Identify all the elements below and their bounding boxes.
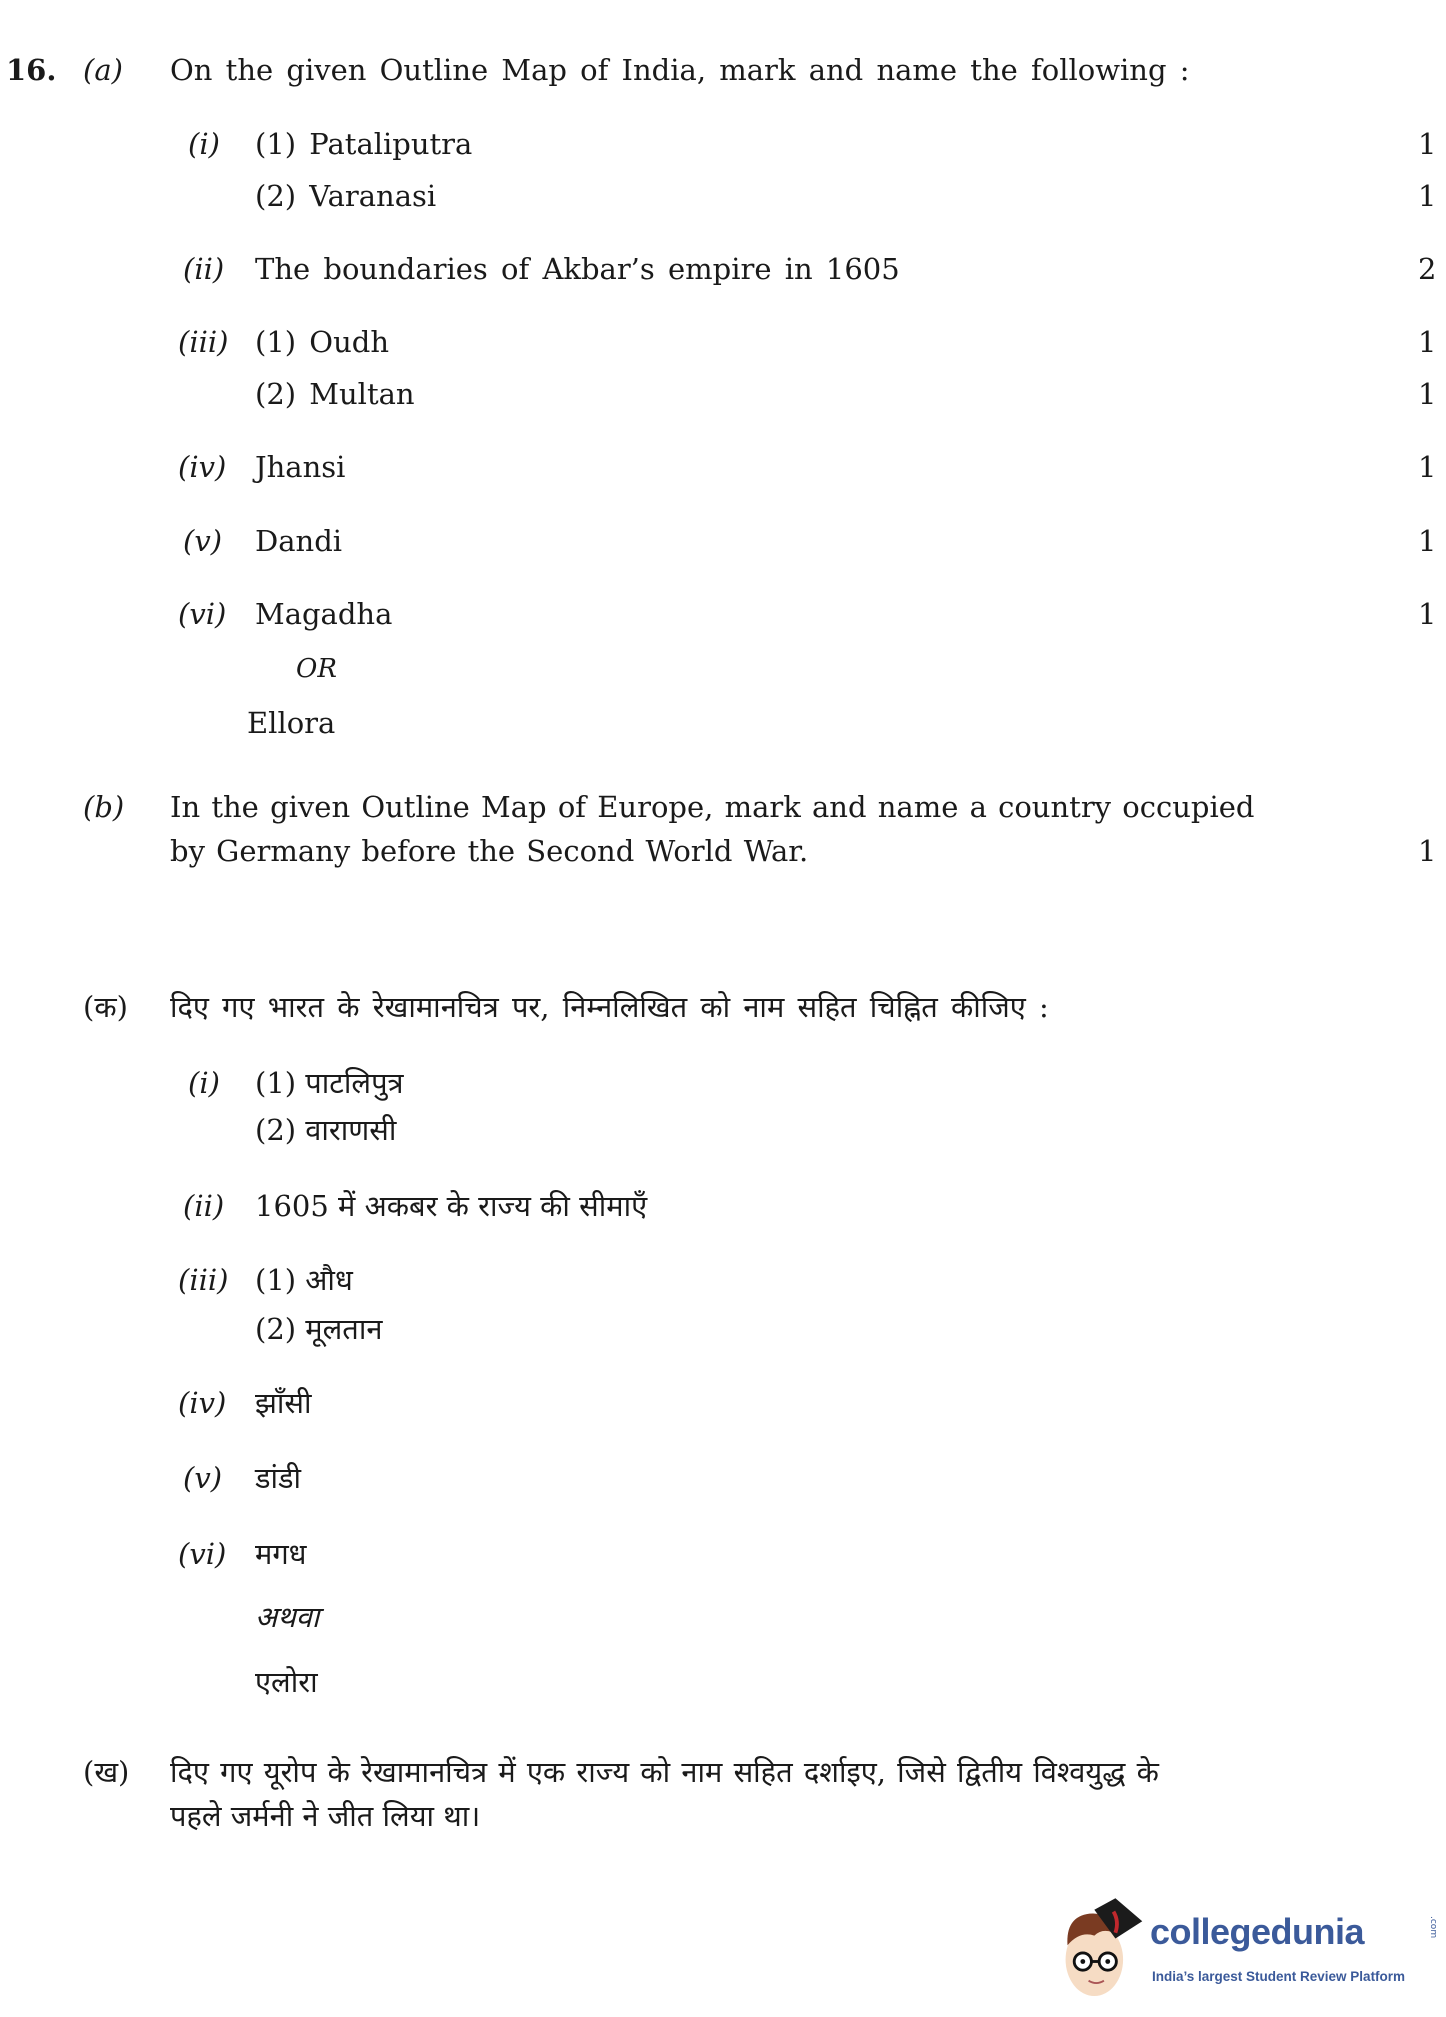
- item-v-label: (v): [183, 524, 223, 558]
- part-a-label: (a): [83, 53, 123, 87]
- hindi-part-a-text: दिए गए भारत के रेखामानचित्र पर, निम्नलिखित को नाम सहित चिह्नित कीजिए :: [170, 990, 1049, 1024]
- marks: 1: [1418, 377, 1437, 411]
- part-b-line2: by Germany before the Second World War.: [170, 834, 809, 868]
- question-number: 16.: [6, 53, 57, 87]
- logo-suffix: .com: [1428, 1916, 1438, 1939]
- collegedunia-logo: [1056, 1890, 1444, 2010]
- logo-tagline: India’s largest Student Review Platform: [1152, 1969, 1406, 1984]
- item-text: Dandi: [255, 524, 343, 558]
- item-text: (2) Multan: [255, 377, 415, 411]
- marks: 1: [1418, 597, 1437, 631]
- hindi-alt-item-text: एलोरा: [255, 1665, 318, 1699]
- marks: 1: [1418, 325, 1437, 359]
- hindi-item-vi-label: (vi): [178, 1537, 227, 1571]
- hindi-part-a-label: (क): [83, 990, 128, 1024]
- hindi-part-b-line1: दिए गए यूरोप के रेखामानचित्र में एक राज्य को नाम सहित दर्शाइए, जिसे द्वितीय विश्वयुद्ध के: [170, 1755, 1159, 1789]
- item-text: Jhansi: [255, 450, 346, 484]
- item-i-label: (i): [188, 127, 220, 161]
- hindi-item-text: (2) मूलतान: [255, 1312, 383, 1346]
- hindi-part-b-label: (ख): [83, 1755, 130, 1789]
- hindi-part-b-line2: पहले जर्मनी ने जीत लिया था।: [170, 1799, 481, 1833]
- item-text: (2) Varanasi: [255, 179, 437, 213]
- part-b-label: (b): [83, 790, 125, 824]
- hindi-item-text: डांडी: [255, 1461, 302, 1495]
- item-ii-label: (ii): [183, 252, 225, 286]
- item-text: Magadha: [255, 597, 393, 631]
- hindi-item-iii-label: (iii): [178, 1263, 229, 1297]
- part-a-text: On the given Outline Map of India, mark and name the following :: [170, 53, 1190, 87]
- marks: 2: [1418, 252, 1437, 286]
- marks: 1: [1418, 127, 1437, 161]
- hindi-or-label: अथवा: [255, 1600, 320, 1634]
- hindi-item-i-label: (i): [188, 1066, 220, 1100]
- hindi-item-text: मगध: [255, 1537, 307, 1571]
- item-text: (1) Oudh: [255, 325, 389, 359]
- hindi-item-v-label: (v): [183, 1461, 223, 1495]
- marks: 1: [1418, 834, 1437, 868]
- item-vi-label: (vi): [178, 597, 227, 631]
- marks: 1: [1418, 524, 1437, 558]
- hindi-item-text: 1605 में अकबर के राज्य की सीमाएँ: [255, 1189, 648, 1223]
- item-text: (1) Pataliputra: [255, 127, 473, 161]
- marks: 1: [1418, 450, 1437, 484]
- or-label: OR: [296, 654, 337, 684]
- hindi-item-ii-label: (ii): [183, 1189, 225, 1223]
- hindi-item-iv-label: (iv): [178, 1386, 227, 1420]
- item-text: The boundaries of Akbar’s empire in 1605: [255, 252, 900, 286]
- hindi-item-text: झाँसी: [255, 1386, 312, 1420]
- item-iii-label: (iii): [178, 325, 229, 359]
- marks: 1: [1418, 179, 1437, 213]
- item-iv-label: (iv): [178, 450, 227, 484]
- hindi-item-text: (1) औध: [255, 1263, 353, 1297]
- alt-item-text: Ellora: [247, 706, 336, 740]
- logo-wordmark: collegedunia: [1150, 1911, 1365, 1952]
- part-b-line1: In the given Outline Map of Europe, mark and name a country occupied: [170, 790, 1255, 824]
- mascot-icon: [1056, 1890, 1148, 2010]
- hindi-item-text: (2) वाराणसी: [255, 1113, 397, 1147]
- hindi-item-text: (1) पाटलिपुत्र: [255, 1066, 404, 1100]
